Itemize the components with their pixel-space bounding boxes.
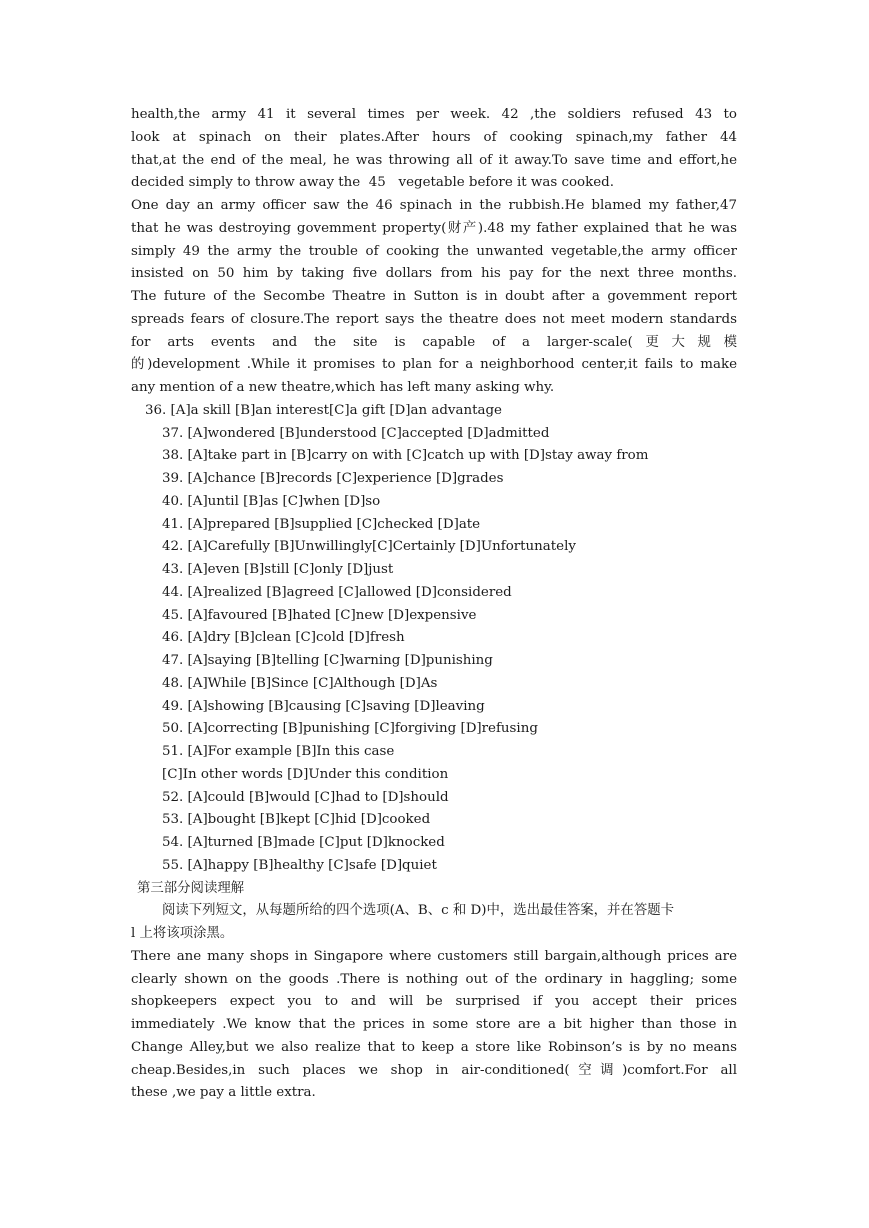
passage-line: these ,we pay a little extra.	[131, 1085, 316, 1101]
option-item-39: 39. [A]chance [B]records [C]experience [D]grades	[162, 471, 504, 486]
passage-line: There ane many shops in Singapore where customers still bargain,although prices are	[131, 948, 737, 964]
passage-line: spreads fears of closure.The report says the theatre does not meet modern standards	[131, 311, 737, 327]
passage-line: health,the army 41 it several times per week. 42 ,the soldiers refused 43 to	[131, 107, 737, 122]
option-item-42: 42. [A]Carefully [B]Unwillingly[C]Certainly [D]Unfortunately	[162, 539, 576, 555]
section-heading: 第三部分阅读理解	[137, 880, 245, 896]
passage-line: clearly shown on the goods .There is nothing out of the ordinary in haggling; some	[131, 971, 737, 987]
passage-line: Change Alley,but we also realize that to keep a store like Robinson’s is by no means	[131, 1039, 737, 1055]
option-item-36: 36. [A]a skill [B]an interest[C]a gift [D]an advantage	[145, 402, 502, 418]
instruction-text-continued: l 上将该项涂黑。	[131, 926, 234, 941]
option-item-49: 49. [A]showing [B]causing [C]saving [D]leaving	[162, 698, 485, 714]
option-item-51: 51. [A]For example [B]In this case	[162, 744, 395, 759]
option-item-50: 50. [A]correcting [B]punishing [C]forgiving [D]refusing	[162, 721, 538, 737]
option-item-43: 43. [A]even [B]still [C]only [D]just	[162, 562, 394, 577]
option-item-51-continued: [C]In other words [D]Under this condition	[162, 766, 449, 782]
instruction-text: 阅读下列短文，从每题所给的四个选项(A、B、c 和 D)中，选出最佳答案，并在答题卡	[162, 903, 674, 919]
document-page	[131, 104, 737, 1105]
passage-line: simply 49 the army the trouble of cooking the unwanted vegetable,the army officer	[131, 243, 737, 259]
passage-line: immediately .We know that the prices in some store are a bit higher than those in	[131, 1017, 737, 1032]
option-item-55: 55. [A]happy [B]healthy [C]safe [D]quiet	[162, 857, 437, 873]
option-item-52: 52. [A]could [B]would [C]had to [D]should	[162, 789, 449, 805]
passage-line: that,at the end of the meal, he was throwing all of it away.To save time and effort,he	[131, 152, 737, 168]
option-item-41: 41. [A]prepared [B]supplied [C]checked [D]ate	[162, 516, 481, 532]
passage-line: insisted on 50 him by taking five dollars from his pay for the next three months.	[131, 266, 737, 282]
option-item-40: 40. [A]until [B]as [C]when [D]so	[162, 493, 381, 509]
passage-line: that he was destroying govemment property(财产).48 my father explained that he was	[131, 220, 737, 236]
passage-line: any mention of a new theatre,which has left many asking why.	[131, 380, 555, 395]
option-item-37: 37. [A]wondered [B]understood [C]accepted [D]admitted	[162, 425, 550, 441]
passage-line: One day an army officer saw the 46 spinach in the rubbish.He blamed my father,47	[131, 198, 737, 213]
option-item-47: 47. [A]saying [B]telling [C]warning [D]punishing	[162, 653, 493, 668]
option-item-44: 44. [A]realized [B]agreed [C]allowed [D]considered	[162, 584, 512, 600]
passage-line: cheap.Besides,in such places we shop in air-conditioned(空调)comfort.For all	[131, 1062, 737, 1078]
passage-line: The future of the Secombe Theatre in Sutton is in doubt after a govemment report	[131, 289, 737, 304]
passage-line: for arts events and the site is capable of a larger-scale(更大规模	[131, 334, 737, 350]
option-item-53: 53. [A]bought [B]kept [C]hid [D]cooked	[162, 812, 431, 828]
option-item-46: 46. [A]dry [B]clean [C]cold [D]fresh	[162, 630, 405, 646]
option-item-45: 45. [A]favoured [B]hated [C]new [D]expensive	[162, 607, 477, 623]
option-item-48: 48. [A]While [B]Since [C]Although [D]As	[162, 675, 438, 691]
passage-line: shopkeepers expect you to and will be surprised if you accept their prices	[131, 994, 737, 1010]
option-item-54: 54. [A]turned [B]made [C]put [D]knocked	[162, 835, 445, 850]
passage-line: decided simply to throw away the 45 vegetable before it was cooked.	[131, 175, 614, 191]
passage-line: look at spinach on their plates.After hours of cooking spinach,my father 44	[131, 129, 737, 145]
passage-line: 的)development .While it promises to plan for a neighborhood center,it fails to make	[131, 357, 737, 373]
option-item-38: 38. [A]take part in [B]carry on with [C]catch up with [D]stay away from	[162, 448, 649, 464]
